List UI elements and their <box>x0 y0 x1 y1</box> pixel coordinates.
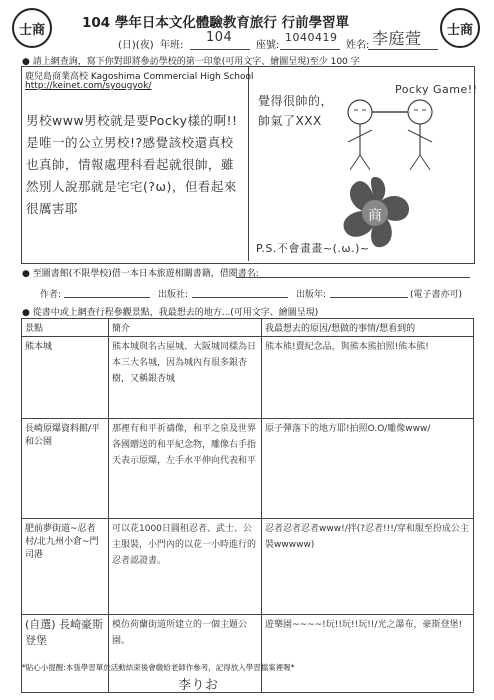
grade-underline <box>190 49 250 50</box>
logo-text-left: 士商 <box>18 22 45 38</box>
grade-label: 年班: <box>160 40 184 51</box>
day-night-label: (日)(夜) <box>118 40 154 51</box>
grade-value[interactable]: 104 <box>206 30 233 45</box>
logo-text-right: 士商 <box>446 22 473 38</box>
name-label: 姓名: <box>346 40 370 51</box>
footer-note: *貼心小提醒:本張學習單於活動結束後會繳給老師作參考，記得放入學習檔案裡喔* <box>22 663 295 672</box>
year-line <box>330 297 408 298</box>
reason-cell[interactable]: 遊樂園~~~~!玩!!玩!!玩!!/光之瀑布，豪斯登堡! <box>262 615 474 693</box>
drawing-caption-left2: 帥氣了XXX <box>258 114 322 128</box>
name-value[interactable]: 李庭萱 <box>372 29 422 48</box>
intro-cell[interactable]: 熊本城與名古屋城、大阪城同樣為日本三大名城，因為城內有很多銀杏樹，又稱銀杏城 <box>109 337 262 419</box>
name-underline <box>368 49 438 50</box>
place-cell: 熊本城 <box>22 337 109 419</box>
table-header-row <box>22 319 474 337</box>
publisher-line <box>192 297 288 298</box>
school-logo-right <box>440 8 480 48</box>
pocky-drawing <box>250 70 472 260</box>
place-cell: 肥前夢街道~忍者村/北九州小倉~門司港 <box>22 519 109 615</box>
publisher-label: 出版社: <box>158 290 189 300</box>
intro-cell[interactable]: 可以花1000日圓租忍者、武士、公主服裝，小門內的以花一小時進行的忍者認證書。 <box>109 519 262 615</box>
column-header-intro: 簡介 <box>109 319 262 337</box>
place-cell: 長崎原爆資料館/平和公園 <box>22 419 109 519</box>
seat-label: 座號: <box>256 40 280 51</box>
stamp-text: 商 <box>368 208 382 224</box>
section3-instruction: ● 從書中或上網查行程參觀景點，我最想去的地方...(可用文字、繪圖呈現) <box>22 308 319 318</box>
reason-cell[interactable]: 原子彈落下的地方耶!拍照O.O/雕像www/ <box>262 419 474 519</box>
school-url[interactable]: http://keinet.com/syougyok/ <box>25 81 152 91</box>
school-logo-left <box>12 8 52 48</box>
year-label: 出版年: <box>296 290 327 300</box>
author-label: 作者: <box>40 290 62 300</box>
intro-cell[interactable]: 模仿荷蘭街道所建立的一個主題公園。 <box>109 615 262 693</box>
page-title: 104 學年日本文化體驗教育旅行 行前學習單 <box>82 15 350 31</box>
impression-text[interactable]: 男校www男校就是要Pocky樣的啊!!是唯一的公立男校!?感覺該校還真校也真帥，情報處理科看起就很帥，雖然別人說那就是宅宅(?ω)，但看起來很厲害耶 <box>26 113 238 216</box>
drawing-caption-left: 覺得很帥的， <box>258 94 334 108</box>
column-header-reason: 我最想去的原因/想做的事情/想看到的 <box>262 319 474 337</box>
section2-instruction: ● 至圖書館(不限學校)借一本日本旅遊相關書籍，借閱書名: <box>22 269 259 279</box>
table-row <box>22 615 474 693</box>
author-line <box>64 297 150 298</box>
section1-instruction: ● 請上網查詢，寫下你對即將參訪學校的第一印象(可用文字、繪圖呈現)至少 100 字 <box>22 57 360 67</box>
ebook-note: (電子書亦可) <box>410 290 463 300</box>
table-row <box>22 337 474 419</box>
seat-underline <box>280 49 340 50</box>
parent-signature: 李りお <box>178 678 219 693</box>
column-header-place: 景點 <box>22 319 109 337</box>
reason-cell[interactable]: 忍者忍者忍者www!/拌(?忍者!!!/穿和服至扮成公主裝wwwww) <box>262 519 474 615</box>
table-row <box>22 419 474 519</box>
place-cell[interactable]: (自選) 長崎豪斯登堡 <box>22 615 109 693</box>
book-title-line <box>236 277 470 278</box>
intro-cell[interactable]: 那裡有和平祈禱像，和平之泉及世界各國贈送的和平紀念物，雕像右手指天表示原爆，左手水平伸向代表和平 <box>109 419 262 519</box>
reason-cell[interactable]: 熊本熊!賣紀念品，與熊本熊拍照!熊本熊! <box>262 337 474 419</box>
ps-note: P.S.不會畫畫~(.ω.)~ <box>256 242 370 255</box>
drawing-caption-right: Pocky Game!! <box>395 83 478 96</box>
school-name: 鹿兒島商業高校 Kagoshima Commercial High School <box>25 72 254 82</box>
itinerary-table <box>21 318 474 693</box>
table-row <box>22 519 474 615</box>
seat-value[interactable]: 1040419 <box>285 31 338 44</box>
